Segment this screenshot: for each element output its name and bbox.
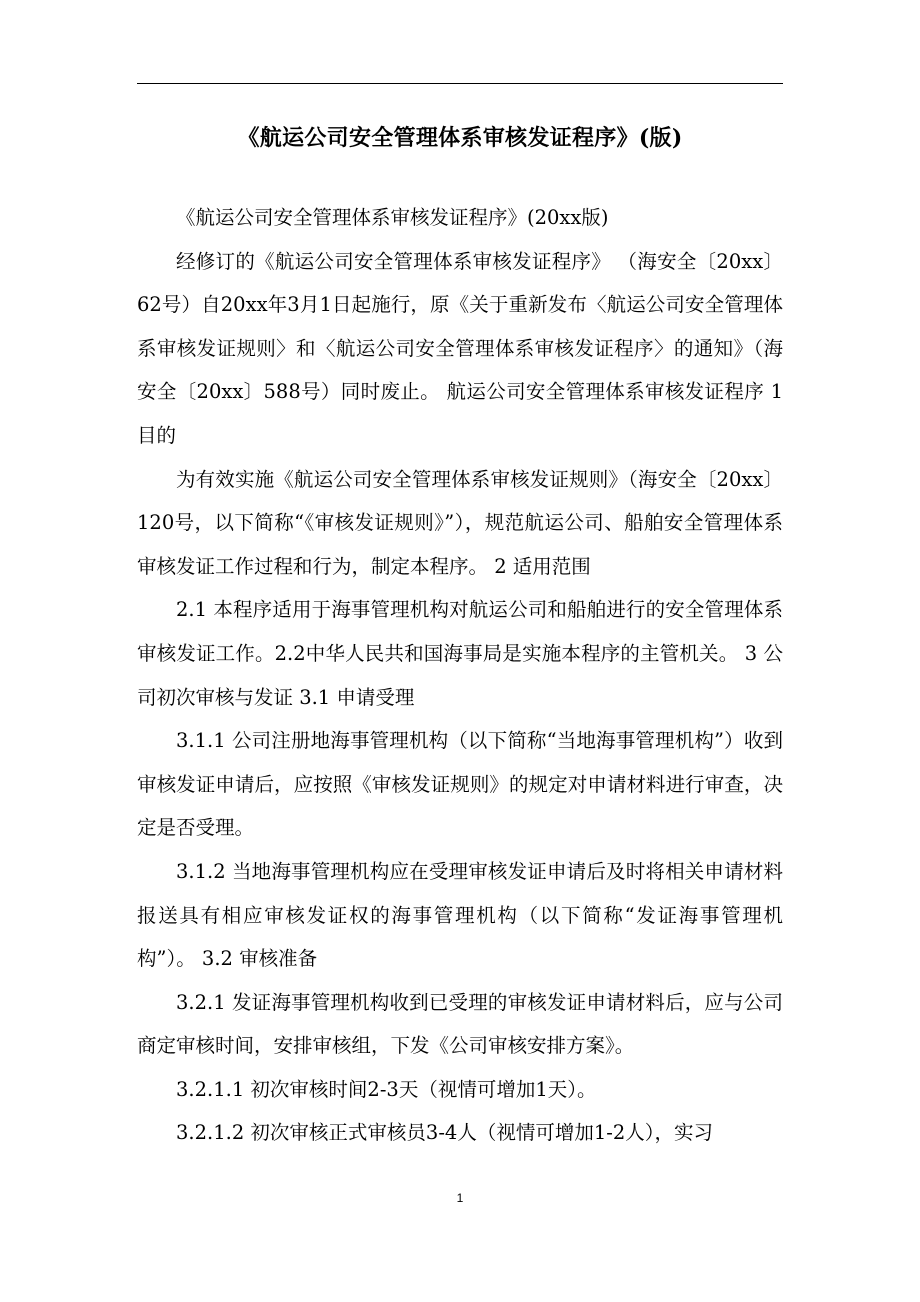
paragraph: 为有效实施《航运公司安全管理体系审核发证规则》（海安全〔20xx〕120号，以下简称“《审核发证规则》”），规范航运公司、船舶安全管理体系审核发证工作过程和行为，制定本程序。 2 适用范围 — [137, 467, 783, 578]
paragraph: 《航运公司安全管理体系审核发证程序》(20xx版) — [176, 206, 609, 229]
header-rule — [137, 83, 783, 84]
document-title: 《航运公司安全管理体系审核发证程序》(版) — [237, 125, 683, 151]
paragraph: 3.2.1.1 初次审核时间2-3天（视情可增加1天）。 — [176, 1077, 597, 1101]
paragraph: 3.2.1.2 初次审核正式审核员3-4人（视情可增加1-2人），实习 — [176, 1121, 713, 1145]
paragraph: 经修订的《航运公司安全管理体系审核发证程序》 （海安全〔20xx〕62号）自20xx年3月1日起施行，原《关于重新发布〈航运公司安全管理体系审核发证规则〉和〈航运公司安全管理体系审核发证程序〉的通知》（海安全〔20xx〕588号）同时废止。 航运公司安全管理体系审核发证程序 1 目的 — [137, 249, 783, 447]
paragraph: 3.1.2 当地海事管理机构应在受理审核发证申请后及时将相关申请材料报送具有相应审核发证权的海事管理机构（以下简称“发证海事管理机构”）。 3.2 审核准备 — [137, 859, 783, 971]
page-number: 1 — [456, 1191, 464, 1205]
paragraph: 2.1 本程序适用于海事管理机构对航运公司和船舶进行的安全管理体系审核发证工作。2.2中华人民共和国海事局是实施本程序的主管机关。 3 公司初次审核与发证 3.1 申请受理 — [137, 598, 783, 709]
document-body — [137, 196, 783, 1155]
paragraph: 3.1.1 公司注册地海事管理机构（以下简称“当地海事管理机构”）收到审核发证申请后，应按照《审核发证规则》的规定对申请材料进行审查，决定是否受理。 — [137, 729, 783, 840]
paragraph: 3.2.1 发证海事管理机构收到已受理的审核发证申请材料后，应与公司商定审核时间，安排审核组，下发《公司审核安排方案》。 — [137, 990, 783, 1058]
